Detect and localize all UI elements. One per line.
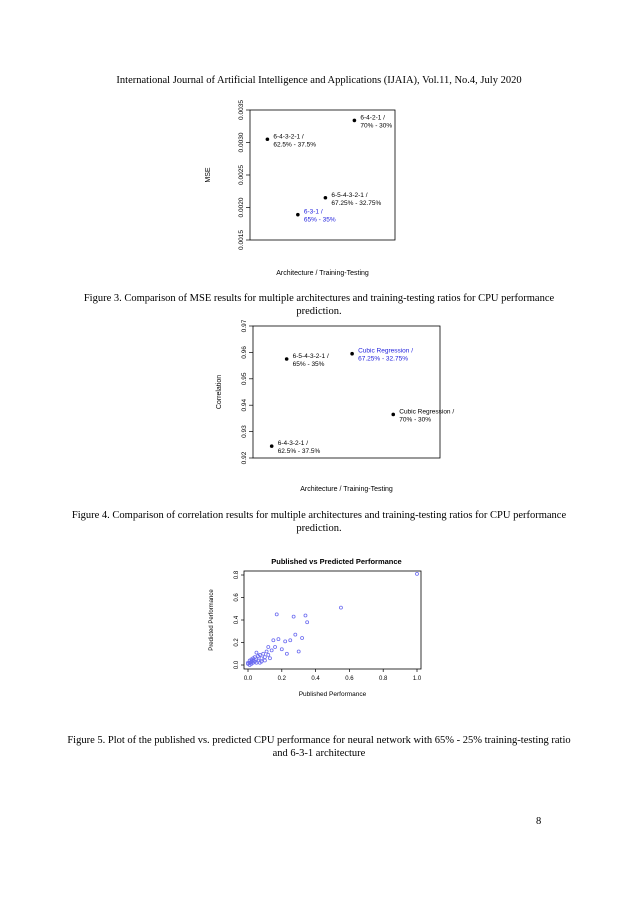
data-point: [274, 646, 277, 649]
point-label: 6-5-4-3-2-1 /: [331, 191, 368, 199]
y-tick-label: 0.93: [241, 425, 248, 438]
point-label: 62.5% - 37.5%: [277, 448, 321, 456]
point-label: 65% - 35%: [292, 361, 325, 368]
data-point: [267, 646, 270, 649]
point-label: 67.25% - 32.75%: [358, 355, 408, 363]
data-point: [285, 652, 288, 655]
y-tick-label: 0.0015: [238, 230, 245, 250]
y-tick-label: 0.94: [241, 398, 248, 412]
correlation-comparison-chart: [215, 318, 455, 498]
point-label: 6-4-2-1 /: [360, 114, 385, 122]
data-point: [268, 657, 271, 660]
data-point: [265, 650, 268, 653]
y-tick-label: 0.0030: [238, 132, 245, 153]
data-point: [263, 659, 266, 662]
data-point: [339, 606, 342, 609]
data-point: [297, 650, 300, 653]
point-label: 70% - 30%: [399, 416, 432, 424]
x-tick-label: 0.6: [345, 676, 354, 682]
data-point: [353, 119, 357, 123]
y-tick-label: 0.0020: [238, 197, 245, 218]
data-point: [266, 137, 270, 141]
data-point: [262, 652, 265, 655]
point-label: 6-4-3-2-1 /: [277, 440, 309, 448]
data-point: [277, 638, 280, 641]
data-point: [272, 639, 275, 642]
x-axis-label: Architecture / Training-Testing: [300, 486, 393, 493]
data-point: [296, 213, 300, 217]
data-point: [285, 357, 289, 361]
data-point: [284, 640, 287, 643]
data-point: [289, 639, 292, 642]
published-vs-predicted-chart: [205, 555, 430, 705]
y-tick-label: 0.92: [241, 451, 248, 465]
figure-3-caption: Figure 3. Comparison of MSE results for multiple architectures and training-testing ratios for CPU performance prediction.: [83, 293, 555, 317]
point-label: 70% - 30%: [360, 122, 393, 130]
data-point: [416, 572, 419, 575]
chart-title: Published vs Predicted Performance: [271, 557, 402, 566]
plot-frame: [253, 326, 440, 458]
x-tick-label: 0.0: [243, 676, 253, 682]
mse-comparison-chart: [200, 100, 400, 285]
x-axis-label: Architecture / Training-Testing: [276, 270, 369, 277]
y-tick-label: 0.97: [241, 319, 248, 333]
y-tick-label: 0.2: [234, 638, 240, 647]
data-point: [304, 614, 307, 617]
point-label: 67.25% - 32.75%: [331, 199, 382, 207]
y-axis-label: MSE: [205, 167, 212, 183]
data-point: [324, 196, 328, 200]
x-tick-label: 1.0: [412, 676, 422, 682]
y-tick-label: 0.8: [234, 570, 240, 580]
y-tick-label: 0.0025: [238, 165, 245, 185]
y-tick-label: 0.95: [241, 372, 248, 386]
y-axis-label: Predicted Performance: [209, 589, 215, 651]
data-point: [267, 653, 270, 656]
data-point: [292, 615, 295, 618]
data-point: [275, 613, 278, 616]
figure-4-caption: Figure 4. Comparison of correlation results for multiple architectures and training-testing ratios for CPU performance prediction.: [71, 510, 567, 534]
point-label: Cubic Regression /: [399, 408, 455, 416]
data-point: [270, 649, 273, 652]
journal-header: International Journal of Artificial Intelligence and Applications (IJAIA), Vol.11, No.4, July 2020: [116, 75, 522, 86]
data-point: [280, 648, 283, 651]
plot-frame: [244, 571, 421, 669]
y-tick-label: 0.4: [234, 615, 240, 625]
data-point: [260, 657, 263, 660]
data-point: [306, 621, 309, 624]
y-axis-label: Correlation: [216, 374, 223, 410]
x-tick-label: 0.4: [311, 676, 320, 682]
x-axis-label: Published Performance: [298, 691, 367, 698]
data-point: [301, 637, 304, 640]
figure-5-caption: Figure 5. Plot of the published vs. predicted CPU performance for neural network with 65% - 25% training-testing ratio and 6-3-1 architecture: [67, 735, 571, 759]
y-tick-label: 0.0: [234, 660, 240, 670]
x-tick-label: 0.2: [277, 676, 286, 682]
page-number: 8: [536, 816, 542, 827]
point-label: 62.5% - 37.5%: [273, 141, 317, 149]
point-label: Cubic Regression /: [358, 347, 414, 355]
data-point: [263, 656, 266, 659]
y-tick-label: 0.96: [241, 346, 248, 359]
point-label: 6-4-3-2-1 /: [273, 133, 304, 141]
point-label: 65% - 35%: [303, 216, 336, 224]
data-point: [350, 352, 354, 356]
data-point: [294, 633, 297, 636]
point-label: 6-3-1 /: [303, 208, 323, 216]
data-point: [391, 413, 395, 417]
point-label: 6-5-4-3-2-1 /: [292, 353, 329, 360]
y-tick-label: 0.0035: [238, 100, 245, 120]
y-tick-label: 0.6: [234, 593, 240, 602]
data-point: [255, 651, 258, 654]
x-tick-label: 0.8: [379, 676, 388, 682]
data-point: [270, 444, 274, 448]
